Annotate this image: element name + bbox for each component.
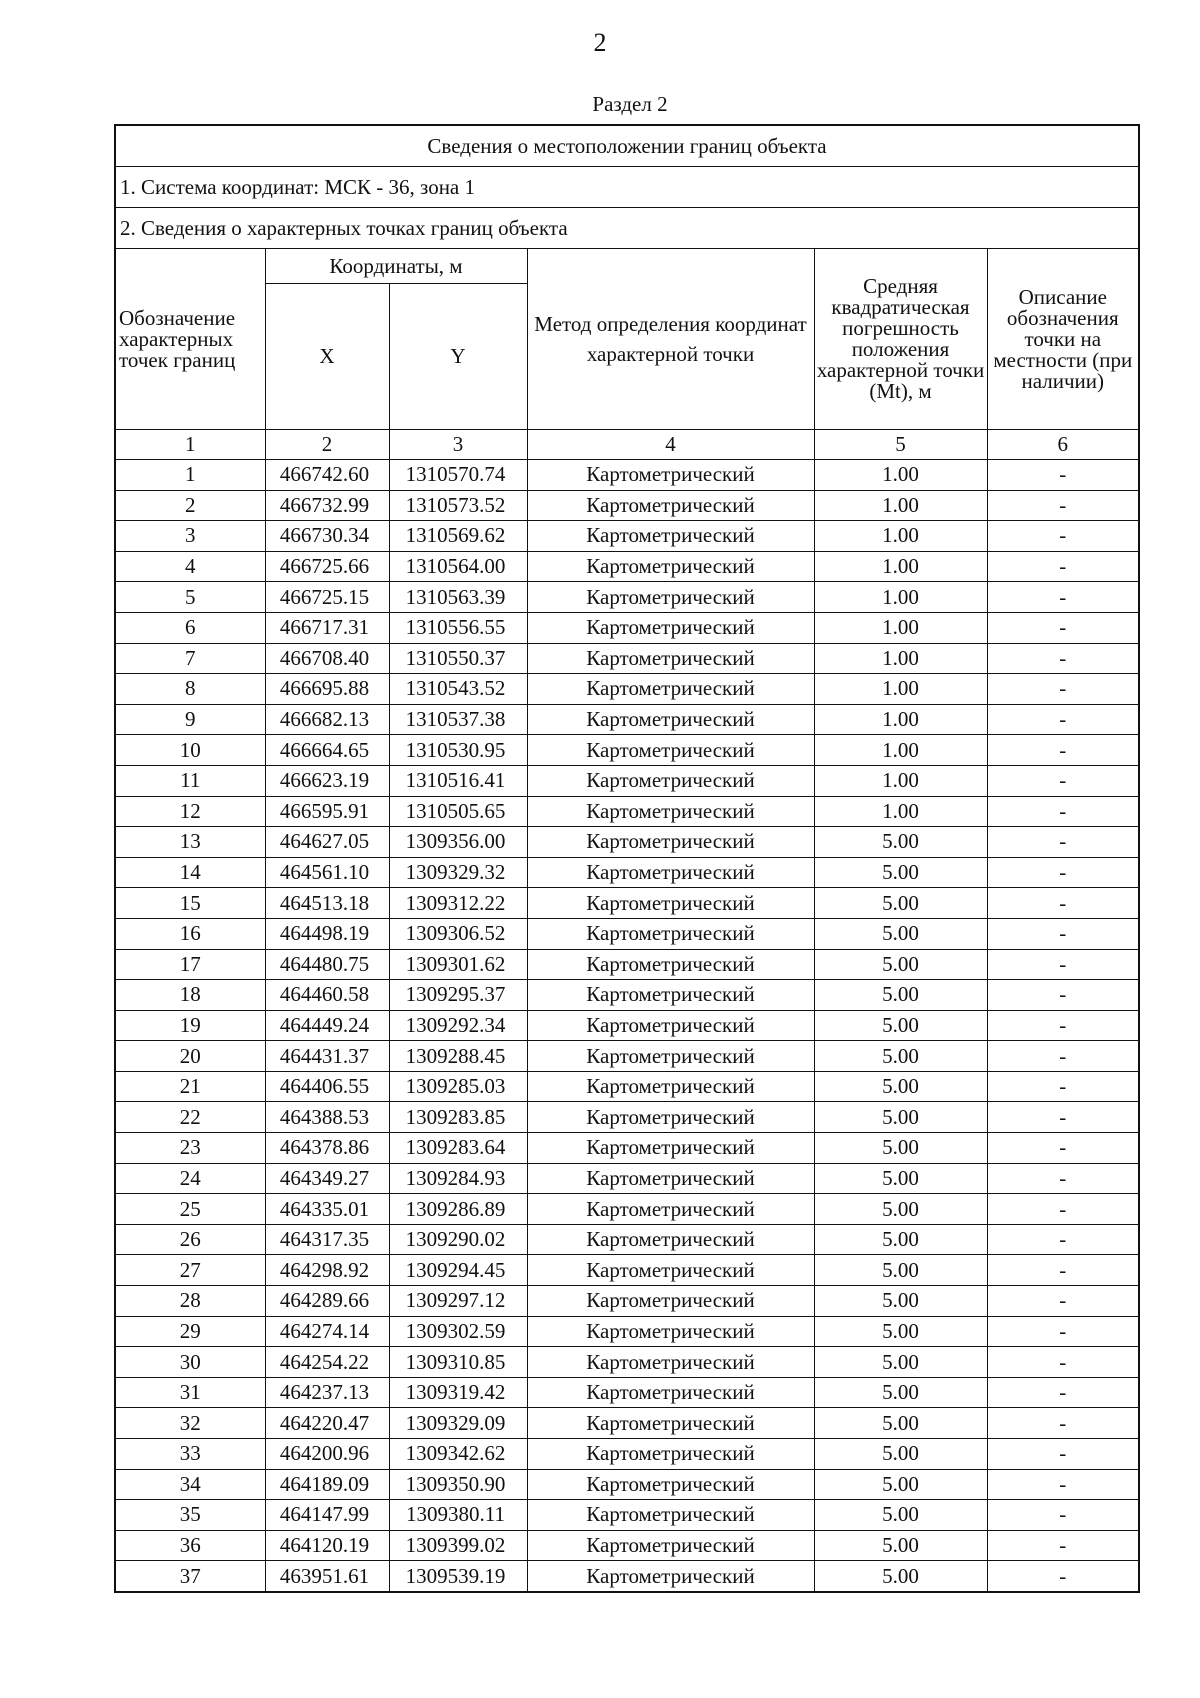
header-error: Средняя квадратическая погрешность положения характерной точки (Mt), м [814,249,987,430]
method-cell: Картометрический [527,521,814,552]
method-cell: Картометрический [527,551,814,582]
point-id-cell: 9 [115,704,265,735]
table-row [115,1469,1139,1500]
description-cell: - [987,918,1139,949]
table-row [115,704,1139,735]
description-cell: - [987,980,1139,1011]
point-id-cell: 2 [115,490,265,521]
x-coordinate-cell: 464317.35 [265,1224,389,1255]
x-coordinate-cell: 463951.61 [265,1561,389,1592]
header-x: X [265,284,389,430]
y-coordinate-cell: 1309319.42 [389,1377,527,1408]
x-coordinate-cell: 466730.34 [265,521,389,552]
description-cell: - [987,1010,1139,1041]
error-cell: 5.00 [814,1439,987,1470]
x-coordinate-cell: 464498.19 [265,918,389,949]
y-coordinate-cell: 1310537.38 [389,704,527,735]
point-id-cell: 15 [115,888,265,919]
y-coordinate-cell: 1310563.39 [389,582,527,613]
point-id-cell: 34 [115,1469,265,1500]
method-cell: Картометрический [527,1163,814,1194]
x-coordinate-cell: 466732.99 [265,490,389,521]
description-cell: - [987,1439,1139,1470]
description-cell: - [987,765,1139,796]
description-cell: - [987,612,1139,643]
column-number: 1 [115,430,265,460]
error-cell: 1.00 [814,582,987,613]
method-cell: Картометрический [527,1347,814,1378]
point-id-cell: 12 [115,796,265,827]
error-cell: 5.00 [814,1255,987,1286]
error-cell: 5.00 [814,857,987,888]
x-coordinate-cell: 464449.24 [265,1010,389,1041]
error-cell: 1.00 [814,612,987,643]
x-coordinate-cell: 464298.92 [265,1255,389,1286]
point-id-cell: 33 [115,1439,265,1470]
description-cell: - [987,1255,1139,1286]
table-row [115,1102,1139,1133]
table-row [115,460,1139,491]
x-coordinate-cell: 464120.19 [265,1530,389,1561]
description-cell: - [987,1530,1139,1561]
method-cell: Картометрический [527,735,814,766]
section-title: Раздел 2 [592,92,668,116]
method-cell: Картометрический [527,1224,814,1255]
page-number: 2 [593,28,607,57]
error-cell: 5.00 [814,1071,987,1102]
y-coordinate-cell: 1309306.52 [389,918,527,949]
error-cell: 1.00 [814,674,987,705]
point-id-cell: 7 [115,643,265,674]
point-id-cell: 16 [115,918,265,949]
description-cell: - [987,551,1139,582]
x-coordinate-cell: 466595.91 [265,796,389,827]
method-cell: Картометрический [527,1439,814,1470]
description-cell: - [987,1316,1139,1347]
x-coordinate-cell: 464274.14 [265,1316,389,1347]
method-cell: Картометрический [527,1133,814,1164]
point-id-cell: 17 [115,949,265,980]
x-coordinate-cell: 464406.55 [265,1071,389,1102]
y-coordinate-cell: 1309283.85 [389,1102,527,1133]
x-coordinate-cell: 466725.66 [265,551,389,582]
description-cell: - [987,827,1139,858]
description-cell: - [987,1408,1139,1439]
point-id-cell: 4 [115,551,265,582]
description-cell: - [987,490,1139,521]
method-cell: Картометрический [527,1377,814,1408]
column-number: 4 [527,430,814,460]
x-coordinate-cell: 464335.01 [265,1194,389,1225]
y-coordinate-cell: 1309294.45 [389,1255,527,1286]
y-coordinate-cell: 1309312.22 [389,888,527,919]
coordinate-system: 1. Система координат: МСК - 36, зона 1 [115,167,1139,208]
x-coordinate-cell: 464561.10 [265,857,389,888]
error-cell: 5.00 [814,1530,987,1561]
description-cell: - [987,796,1139,827]
y-coordinate-cell: 1309539.19 [389,1561,527,1592]
x-coordinate-cell: 464627.05 [265,827,389,858]
point-id-cell: 22 [115,1102,265,1133]
y-coordinate-cell: 1310556.55 [389,612,527,643]
y-coordinate-cell: 1309288.45 [389,1041,527,1072]
point-id-cell: 37 [115,1561,265,1592]
y-coordinate-cell: 1310550.37 [389,643,527,674]
method-cell: Картометрический [527,1041,814,1072]
table-row [115,1530,1139,1561]
table-row [115,796,1139,827]
error-cell: 1.00 [814,765,987,796]
description-cell: - [987,1347,1139,1378]
description-cell: - [987,888,1139,919]
point-id-cell: 27 [115,1255,265,1286]
x-coordinate-cell: 464200.96 [265,1439,389,1470]
y-coordinate-cell: 1310516.41 [389,765,527,796]
x-coordinate-cell: 464147.99 [265,1500,389,1531]
point-id-cell: 11 [115,765,265,796]
x-coordinate-cell: 464480.75 [265,949,389,980]
y-coordinate-cell: 1310569.62 [389,521,527,552]
method-cell: Картометрический [527,1010,814,1041]
error-cell: 5.00 [814,918,987,949]
error-cell: 1.00 [814,521,987,552]
column-number: 5 [814,430,987,460]
table-row [115,521,1139,552]
x-coordinate-cell: 466717.31 [265,612,389,643]
error-cell: 5.00 [814,1408,987,1439]
point-id-cell: 19 [115,1010,265,1041]
description-cell: - [987,1561,1139,1592]
table-row [115,551,1139,582]
method-cell: Картометрический [527,949,814,980]
error-cell: 5.00 [814,1316,987,1347]
method-cell: Картометрический [527,765,814,796]
description-cell: - [987,1071,1139,1102]
x-coordinate-cell: 464289.66 [265,1286,389,1317]
table-row [115,1194,1139,1225]
description-cell: - [987,674,1139,705]
column-number: 6 [987,430,1139,460]
method-cell: Картометрический [527,1102,814,1133]
error-cell: 5.00 [814,980,987,1011]
table-row [115,612,1139,643]
description-cell: - [987,460,1139,491]
x-coordinate-cell: 464220.47 [265,1408,389,1439]
y-coordinate-cell: 1309290.02 [389,1224,527,1255]
method-cell: Картометрический [527,674,814,705]
description-cell: - [987,1469,1139,1500]
method-cell: Картометрический [527,704,814,735]
point-id-cell: 25 [115,1194,265,1225]
table-row [115,674,1139,705]
y-coordinate-cell: 1310570.74 [389,460,527,491]
description-cell: - [987,1102,1139,1133]
table-row [115,643,1139,674]
method-cell: Картометрический [527,1500,814,1531]
method-cell: Картометрический [527,827,814,858]
point-id-cell: 35 [115,1500,265,1531]
y-coordinate-cell: 1309310.85 [389,1347,527,1378]
method-cell: Картометрический [527,857,814,888]
error-cell: 5.00 [814,949,987,980]
y-coordinate-cell: 1309297.12 [389,1286,527,1317]
x-coordinate-cell: 466623.19 [265,765,389,796]
y-coordinate-cell: 1309329.09 [389,1408,527,1439]
table-row [115,1377,1139,1408]
y-coordinate-cell: 1310530.95 [389,735,527,766]
table-row [115,980,1139,1011]
table-row [115,1408,1139,1439]
boundary-points-table [114,124,1140,1593]
table-row [115,1316,1139,1347]
y-coordinate-cell: 1309285.03 [389,1071,527,1102]
header-method: Метод определения координат характерной точки [527,249,814,430]
point-id-cell: 28 [115,1286,265,1317]
point-id-cell: 18 [115,980,265,1011]
description-cell: - [987,857,1139,888]
table-row [115,1041,1139,1072]
description-cell: - [987,1500,1139,1531]
y-coordinate-cell: 1310564.00 [389,551,527,582]
column-numbers-row [115,430,1139,460]
error-cell: 1.00 [814,735,987,766]
y-coordinate-cell: 1309356.00 [389,827,527,858]
x-coordinate-cell: 464378.86 [265,1133,389,1164]
point-id-cell: 8 [115,674,265,705]
error-cell: 5.00 [814,1500,987,1531]
y-coordinate-cell: 1309329.32 [389,857,527,888]
x-coordinate-cell: 464349.27 [265,1163,389,1194]
error-cell: 5.00 [814,1041,987,1072]
y-coordinate-cell: 1310573.52 [389,490,527,521]
error-cell: 5.00 [814,1469,987,1500]
description-cell: - [987,1377,1139,1408]
x-coordinate-cell: 466742.60 [265,460,389,491]
table-caption: Сведения о местоположении границ объекта [115,125,1139,167]
method-cell: Картометрический [527,460,814,491]
error-cell: 5.00 [814,1194,987,1225]
y-coordinate-cell: 1309399.02 [389,1530,527,1561]
method-cell: Картометрический [527,490,814,521]
error-cell: 1.00 [814,704,987,735]
point-id-cell: 10 [115,735,265,766]
description-cell: - [987,1224,1139,1255]
y-coordinate-cell: 1309301.62 [389,949,527,980]
description-cell: - [987,1286,1139,1317]
x-coordinate-cell: 466695.88 [265,674,389,705]
point-id-cell: 31 [115,1377,265,1408]
error-cell: 5.00 [814,1163,987,1194]
error-cell: 1.00 [814,643,987,674]
table-row [115,1561,1139,1592]
error-cell: 5.00 [814,1224,987,1255]
points-section-title: 2. Сведения о характерных точках границ объекта [115,208,1139,249]
description-cell: - [987,1133,1139,1164]
method-cell: Картометрический [527,1469,814,1500]
point-id-cell: 36 [115,1530,265,1561]
description-cell: - [987,704,1139,735]
method-cell: Картометрический [527,980,814,1011]
point-id-cell: 14 [115,857,265,888]
x-coordinate-cell: 464513.18 [265,888,389,919]
y-coordinate-cell: 1309286.89 [389,1194,527,1225]
table-row [115,582,1139,613]
method-cell: Картометрический [527,1286,814,1317]
y-coordinate-cell: 1309283.64 [389,1133,527,1164]
x-coordinate-cell: 464388.53 [265,1102,389,1133]
table-row [115,827,1139,858]
table-row [115,888,1139,919]
table-row [115,1224,1139,1255]
point-id-cell: 5 [115,582,265,613]
method-cell: Картометрический [527,1071,814,1102]
table-row [115,857,1139,888]
table-row [115,1010,1139,1041]
header-y: Y [389,284,527,430]
y-coordinate-cell: 1309302.59 [389,1316,527,1347]
method-cell: Картометрический [527,1530,814,1561]
method-cell: Картометрический [527,582,814,613]
x-coordinate-cell: 466682.13 [265,704,389,735]
error-cell: 1.00 [814,796,987,827]
error-cell: 5.00 [814,1347,987,1378]
error-cell: 5.00 [814,1010,987,1041]
y-coordinate-cell: 1309350.90 [389,1469,527,1500]
table-row [115,1133,1139,1164]
table-row [115,1163,1139,1194]
y-coordinate-cell: 1309284.93 [389,1163,527,1194]
error-cell: 5.00 [814,1102,987,1133]
error-cell: 1.00 [814,551,987,582]
table-row [115,490,1139,521]
method-cell: Картометрический [527,1408,814,1439]
description-cell: - [987,643,1139,674]
method-cell: Картометрический [527,612,814,643]
method-cell: Картометрический [527,1561,814,1592]
point-id-cell: 30 [115,1347,265,1378]
table-row [115,735,1139,766]
table-row [115,1500,1139,1531]
method-cell: Картометрический [527,796,814,827]
error-cell: 5.00 [814,1133,987,1164]
x-coordinate-cell: 464431.37 [265,1041,389,1072]
table-row [115,765,1139,796]
error-cell: 5.00 [814,1377,987,1408]
header-designation: Обозначение характерных точек границ [115,249,265,430]
point-id-cell: 6 [115,612,265,643]
error-cell: 5.00 [814,827,987,858]
point-id-cell: 23 [115,1133,265,1164]
x-coordinate-cell: 464189.09 [265,1469,389,1500]
x-coordinate-cell: 464254.22 [265,1347,389,1378]
y-coordinate-cell: 1309292.34 [389,1010,527,1041]
x-coordinate-cell: 466725.15 [265,582,389,613]
y-coordinate-cell: 1310543.52 [389,674,527,705]
table-row [115,1255,1139,1286]
error-cell: 5.00 [814,1286,987,1317]
description-cell: - [987,521,1139,552]
y-coordinate-cell: 1310505.65 [389,796,527,827]
x-coordinate-cell: 464237.13 [265,1377,389,1408]
point-id-cell: 24 [115,1163,265,1194]
point-id-cell: 32 [115,1408,265,1439]
header-coordinates: Координаты, м [265,249,527,284]
method-cell: Картометрический [527,1194,814,1225]
description-cell: - [987,582,1139,613]
table-row [115,949,1139,980]
y-coordinate-cell: 1309380.11 [389,1500,527,1531]
table-row [115,1347,1139,1378]
point-id-cell: 20 [115,1041,265,1072]
point-id-cell: 1 [115,460,265,491]
method-cell: Картометрический [527,918,814,949]
x-coordinate-cell: 466708.40 [265,643,389,674]
point-id-cell: 3 [115,521,265,552]
y-coordinate-cell: 1309295.37 [389,980,527,1011]
point-id-cell: 21 [115,1071,265,1102]
method-cell: Картометрический [527,643,814,674]
method-cell: Картометрический [527,1255,814,1286]
method-cell: Картометрический [527,888,814,919]
point-id-cell: 29 [115,1316,265,1347]
column-number: 3 [389,430,527,460]
description-cell: - [987,949,1139,980]
description-cell: - [987,1194,1139,1225]
error-cell: 1.00 [814,460,987,491]
error-cell: 1.00 [814,490,987,521]
point-id-cell: 13 [115,827,265,858]
column-number: 2 [265,430,389,460]
description-cell: - [987,1163,1139,1194]
table-row [115,1071,1139,1102]
description-cell: - [987,735,1139,766]
x-coordinate-cell: 466664.65 [265,735,389,766]
method-cell: Картометрический [527,1316,814,1347]
description-cell: - [987,1041,1139,1072]
x-coordinate-cell: 464460.58 [265,980,389,1011]
point-id-cell: 26 [115,1224,265,1255]
y-coordinate-cell: 1309342.62 [389,1439,527,1470]
header-description: Описание обозначения точки на местности (при наличии) [987,249,1139,430]
error-cell: 5.00 [814,888,987,919]
error-cell: 5.00 [814,1561,987,1592]
table-row [115,1286,1139,1317]
table-row [115,1439,1139,1470]
table-row [115,918,1139,949]
